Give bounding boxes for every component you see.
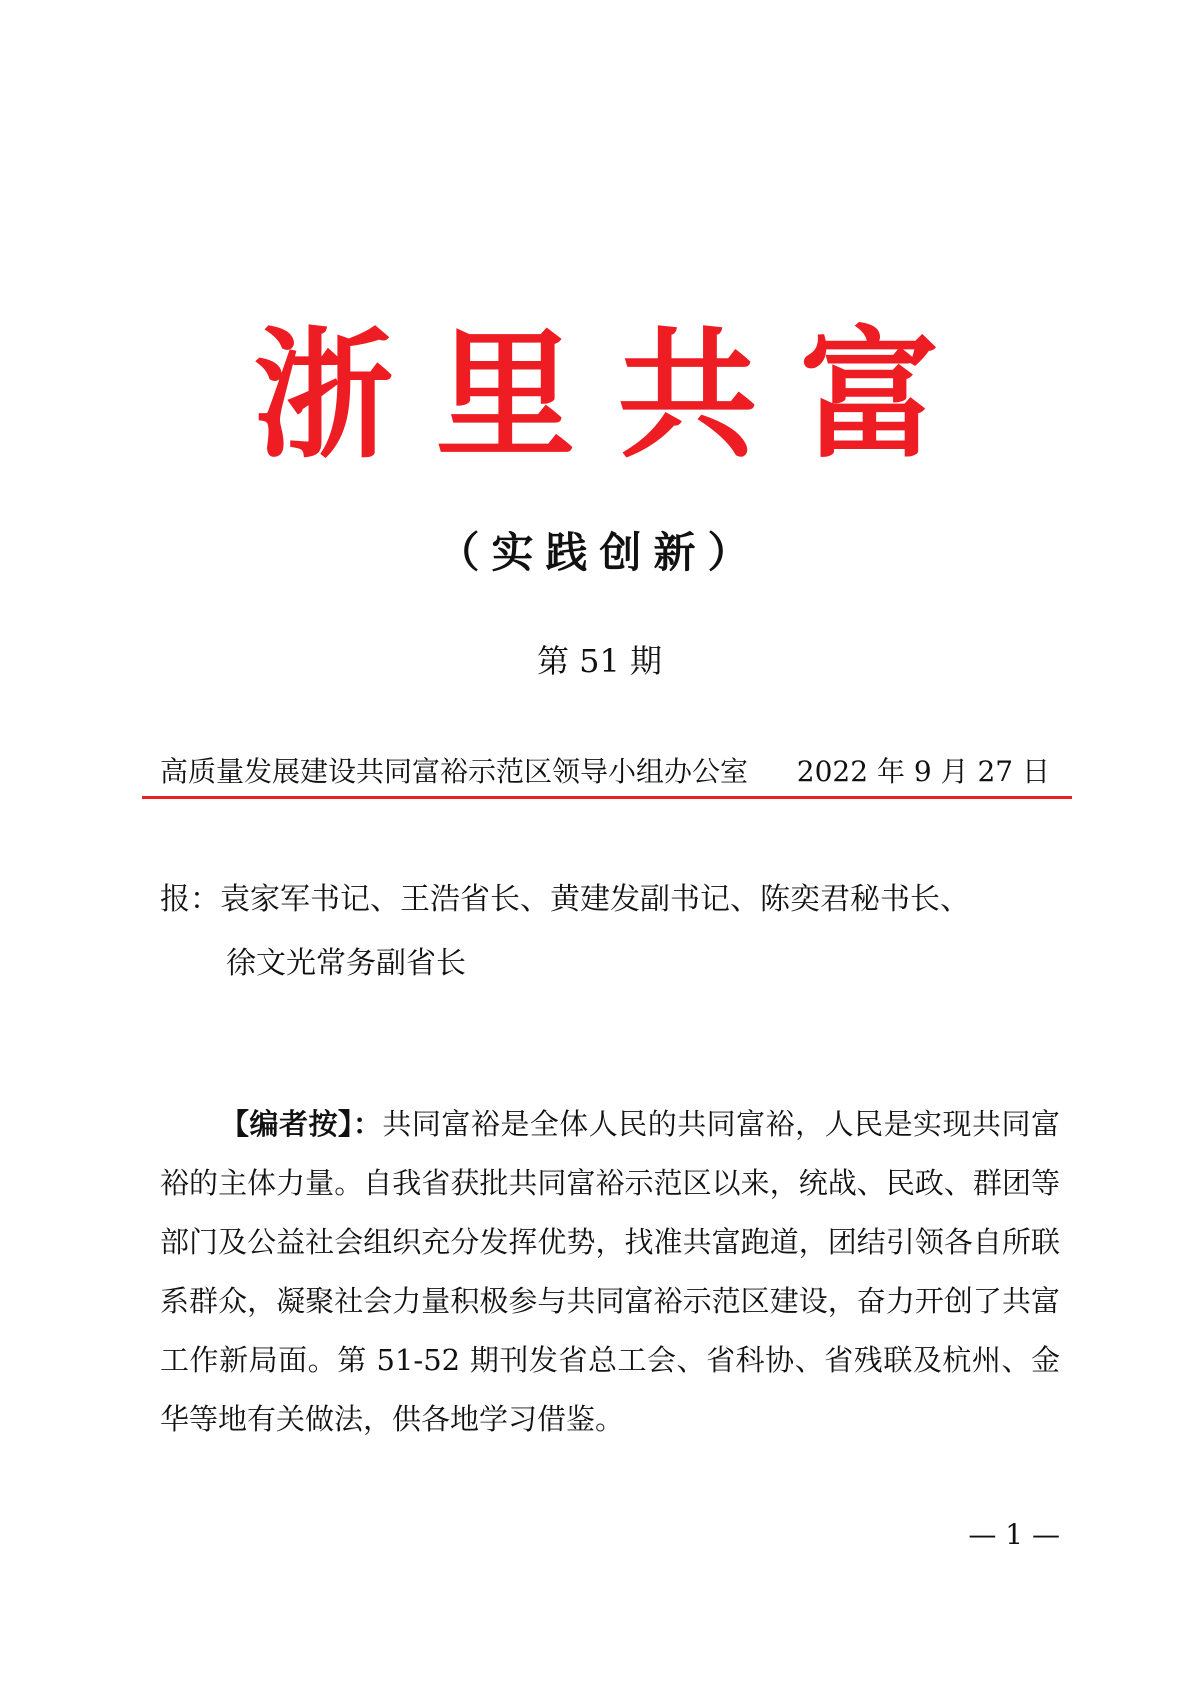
page-number: — 1 —: [968, 1518, 1060, 1551]
report-recipients: [160, 868, 1060, 996]
masthead-subtitle: （实践创新）: [437, 528, 762, 577]
editor-note: [160, 1095, 1060, 1449]
issue-number: 第 51 期: [536, 642, 663, 680]
issue-date: 2022 年 9 月 27 日: [796, 755, 1050, 788]
editor-note-label: 【编者按】：: [220, 1107, 383, 1141]
issuer-name: 高质量发展建设共同富裕示范区领导小组办公室: [160, 755, 749, 788]
issuer-row: [160, 754, 1050, 790]
masthead-title: 浙里共富: [253, 315, 982, 478]
editor-note-text: 共同富裕是全体人民的共同富裕，人民是实现共同富裕的主体力量。自我省获批共同富裕示范区以来，统战、民政、群团等部门及公益社会组织充分发挥优势，找准共富跑道，团结引领各自所联系群众，凝聚社会力量积极参与共同富裕示范区建设，奋力开创了共富工作新局面。第 51-52 期刊发省总工会、省科协、省残联及杭州、金华等地有关做法，供各地学习借鉴。: [160, 1107, 1060, 1436]
red-divider-line: [142, 796, 1072, 799]
report-line-1: 报：袁家军书记、王浩省长、黄建发副书记、陈奕君秘书长、: [160, 882, 970, 917]
report-line-2: 徐文光常务副省长: [226, 946, 466, 981]
